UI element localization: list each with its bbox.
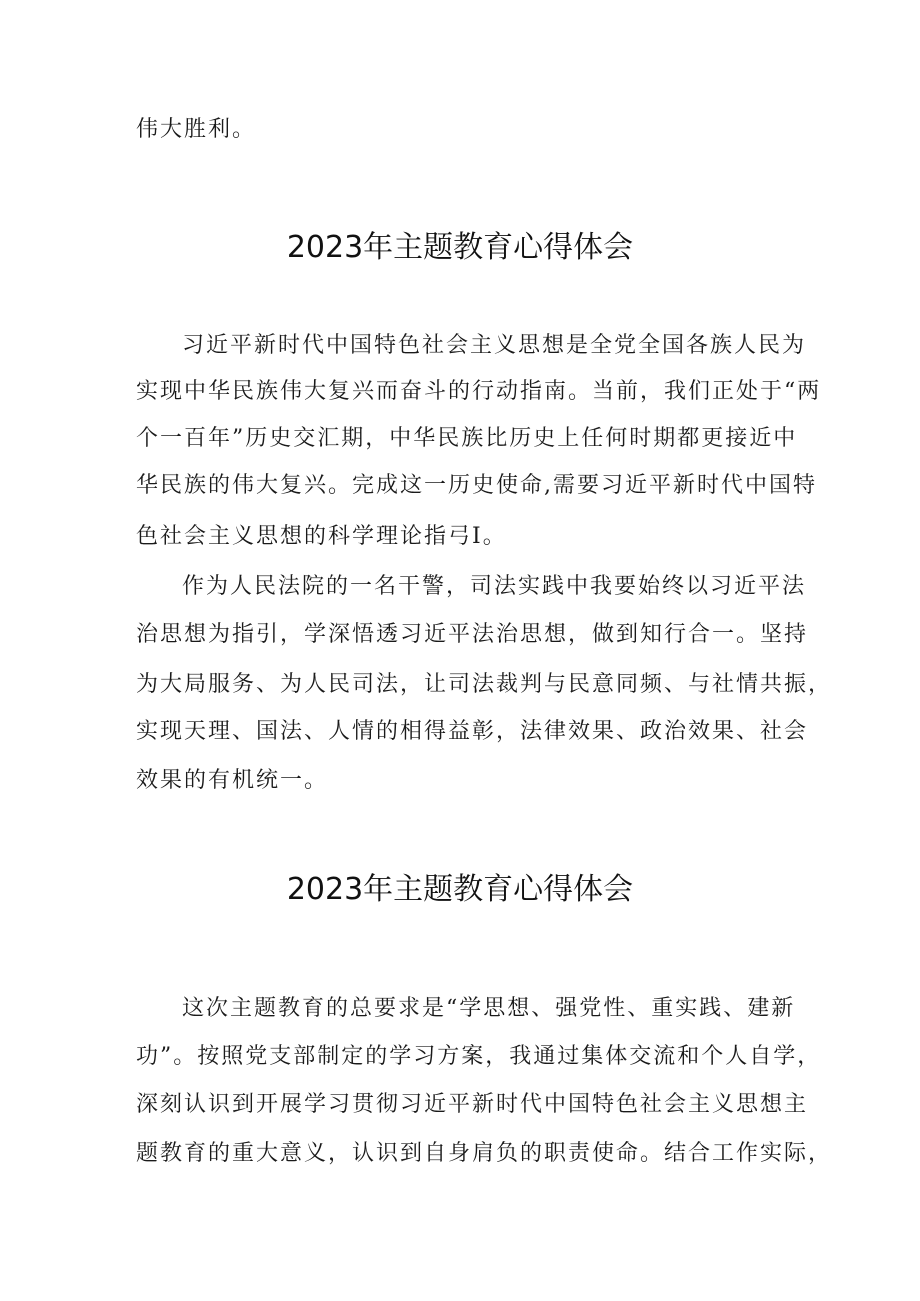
- section-title: 2023年主题教育心得体会: [286, 872, 634, 907]
- paragraph-line: 治思想为指引，学深悟透习近平法治思想，做到知行合一。坚持: [136, 622, 809, 647]
- paragraph-line: 功”。按照党支部制定的学习方案，我通过集体交流和个人自学，: [136, 1044, 822, 1069]
- paragraph-line: 为大局服务、为人民司法，让司法裁判与民意同频、与社情共振，: [136, 672, 833, 697]
- fragment-line: 伟大胜利。: [136, 117, 257, 142]
- paragraph-line: 实现天理、国法、人情的相得益彰，法律效果、政治效果、社会: [136, 719, 809, 744]
- paragraph-line: 个一百年”历史交汇期，中华民族比历史上任何时期都更接近中: [136, 426, 798, 451]
- section-title: 2023年主题教育心得体会: [286, 230, 634, 265]
- paragraph-line: 实现中华民族伟大复兴而奋斗的行动指南。当前，我们正处于“两: [136, 379, 822, 404]
- paragraph-line: 效果的有机统一。: [136, 768, 329, 793]
- paragraph-line: 题教育的重大意义，认识到自身肩负的职责使命。结合工作实际，: [136, 1141, 833, 1166]
- paragraph-line: 色社会主义思想的科学理论指弓I。: [136, 524, 507, 549]
- paragraph-line: 深刻认识到开展学习贯彻习近平新时代中国特色社会主义思想主: [136, 1092, 809, 1117]
- paragraph-line: 华民族的伟大复兴。完成这一历史使命,需要习近平新时代中国特: [136, 473, 817, 498]
- paragraph-line: 作为人民法院的一名干警，司法实践中我要始终以习近平法: [182, 574, 807, 599]
- paragraph-line: 习近平新时代中国特色社会主义思想是全党全国各族人民为: [182, 333, 807, 358]
- paragraph-line: 这次主题教育的总要求是“学思想、强党性、重实践、建新: [182, 996, 796, 1021]
